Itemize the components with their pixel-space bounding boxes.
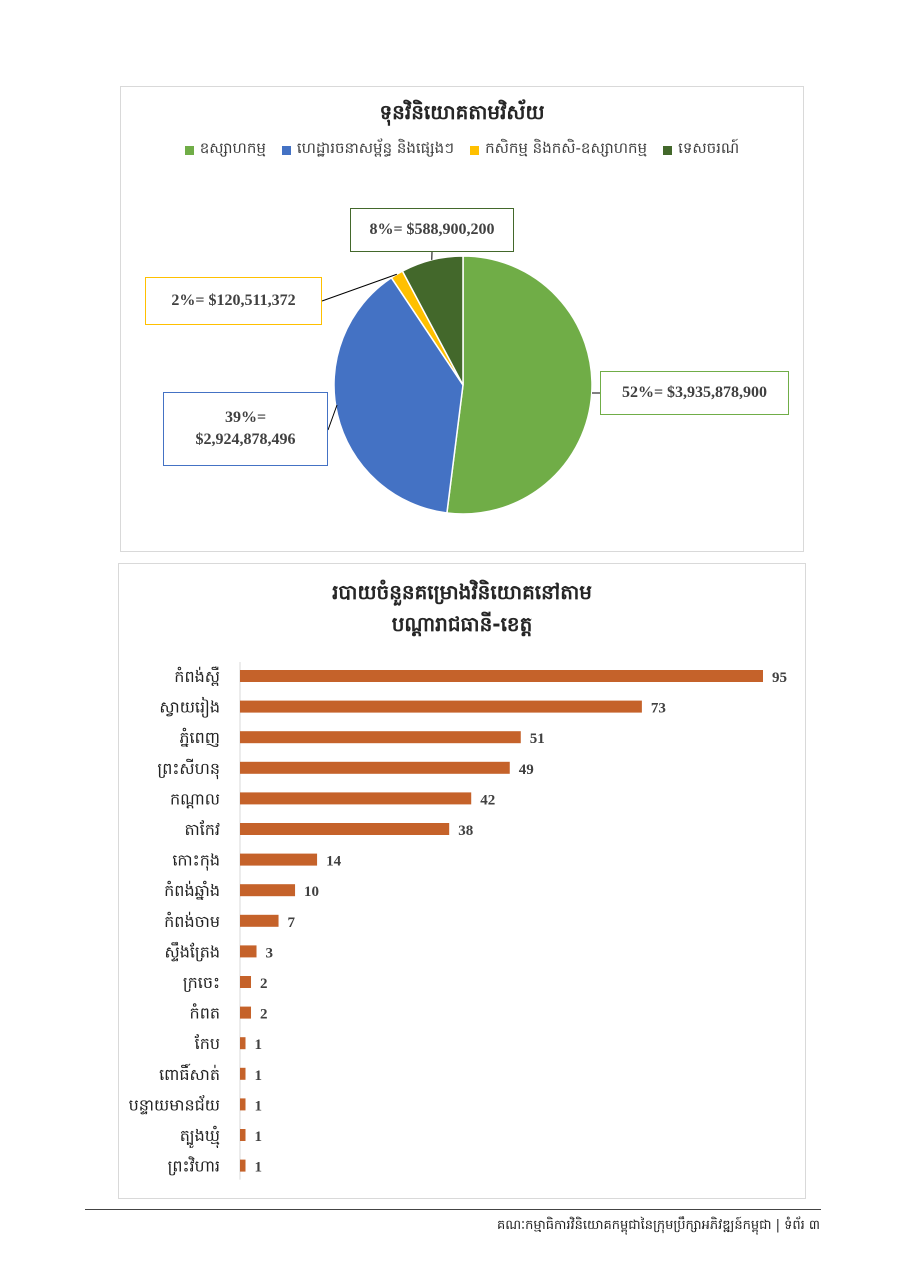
bar [240,792,471,804]
bar [240,701,642,713]
legend-label-tourism: ទេសចរណ៍ [678,139,740,157]
legend-label-agriculture: កសិកម្ម និងកសិ-ឧស្សាហកម្ម [485,139,648,157]
pie-slice-industry [447,256,592,514]
callout-infrastructure-line2: $2,924,878,496 [195,431,296,448]
bar [240,731,521,743]
bar-category-label: តាកែវ [184,820,220,839]
bar [240,762,510,774]
bar-category-label: ស្វាយរៀង [159,697,220,717]
leader-line-infrastructure [328,405,337,430]
bar-category-label: ព្រះសីហនុ [157,758,220,778]
bar-category-label: កំពង់ឆ្នាំង [164,881,220,901]
bar-chart-title-line2: បណ្តារាជធានី-ខេត្ត [391,612,533,636]
legend-label-industry: ឧស្សាហកម្ម [199,139,266,157]
bar-value-label: 2 [260,976,268,992]
bar [240,1098,246,1110]
bar-value-label: 14 [326,853,342,870]
bar-value-label: 10 [304,884,320,901]
bar-value-label: 3 [265,945,274,962]
bar-category-label: កំពង់ស្ពឺ [174,667,220,686]
bar-value-label: 51 [529,731,545,748]
bar-value-label: 38 [458,823,474,839]
callout-infrastructure-line1: 39%= [224,409,267,426]
bar [240,884,295,896]
bar [240,670,763,682]
bar-value-label: 1 [254,1037,263,1054]
callout-tourism [350,208,514,252]
callout-industry-text: 52%= $3,935,878,900 [621,384,768,401]
callout-agriculture [145,277,322,325]
bar [240,976,251,988]
page-footer: គណៈកម្មាធិការវិនិយោគកម្ពុជានៃក្រុមប្រឹក្សាអភិវឌ្ឍន៍កម្ពុជា | ទំព័រ ៣ [497,1218,820,1233]
bar [240,1007,251,1019]
bar-value-label: 49 [518,761,534,778]
bar-category-label: បន្ទាយមានជ័យ [128,1095,220,1115]
callout-tourism-text: 8%= $588,900,200 [369,221,495,238]
bar-category-label: ព្រះវិហារ [167,1156,220,1176]
bar [240,823,449,835]
bar [240,1068,246,1080]
bar-chart [119,564,807,1200]
bar-value-label: 1 [254,1129,263,1145]
footer-divider [85,1209,821,1210]
bar-value-label: 2 [260,1006,268,1023]
bar [240,915,279,927]
bar-value-label: 42 [480,792,496,809]
callout-agriculture-text: 2%= $120,511,372 [171,292,296,309]
bar-value-label: 1 [254,1159,263,1176]
pie-chart-title: ទុនវិនិយោគតាមវិស័យ [379,100,545,124]
bar-category-label: ត្បូងឃ្មុំ [179,1126,220,1145]
bar-category-label: ក្រចេះ [182,973,220,992]
bar [240,1129,246,1141]
sector-investment-pie-panel [120,86,804,552]
legend-label-infrastructure: ហេដ្ឋារចនាសម្ព័ន្ធ និងផ្សេងៗ [296,139,455,157]
bar-category-label: កោះកុង [172,850,220,870]
callout-industry [600,371,789,415]
bar-value-label: 95 [772,670,787,686]
bar [240,1037,246,1049]
province-projects-bar-panel [118,563,806,1199]
bar-value-label: 1 [254,1067,263,1084]
callout-infrastructure [163,392,328,466]
bar-value-label: 1 [254,1098,263,1115]
bar-value-label: 7 [287,914,296,931]
bar-category-label: ស្ទឹងត្រែង [164,942,220,962]
bar-category-label: កែប [194,1034,220,1054]
bar-value-label: 73 [650,700,666,717]
bar-category-label: កណ្តាល [170,789,220,809]
bar [240,945,257,957]
bar [240,1160,246,1172]
bar-chart-title-line1: របាយចំនួនគម្រោងវិនិយោគនៅតាម [332,580,592,604]
bar-category-label: កំពង់ចាម [164,911,220,931]
bar-category-label: កំពត [189,1003,220,1023]
bar [240,854,317,866]
bar-category-label: ពោធិ៍សាត់ [159,1064,220,1084]
bar-category-label: ភ្នំពេញ [179,728,220,748]
